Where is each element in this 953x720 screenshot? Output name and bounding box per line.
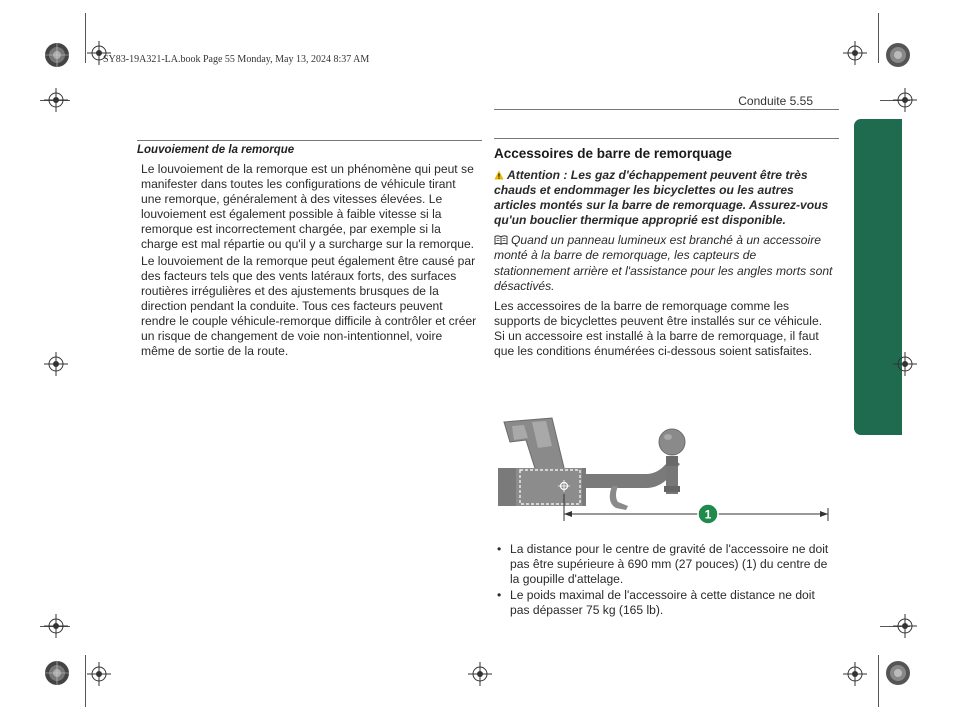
warning-icon [494, 170, 504, 180]
right-column-text [494, 168, 834, 360]
chapter-tab [854, 119, 902, 435]
registration-mark-icon [44, 88, 68, 112]
registration-mark-icon [44, 614, 68, 638]
drawbar [584, 458, 680, 488]
registration-mark-icon [893, 614, 917, 638]
color-target-icon [44, 42, 70, 68]
book-note-icon [494, 235, 508, 245]
registration-mark-icon [843, 41, 867, 65]
bullet-text-2: Le poids maximal de l'accessoire à cette distance ne doit pas dépasser 75 kg (165 lb). [510, 588, 815, 618]
body-paragraph: Les accessoires de la barre de remorquage comme les supports de bicyclettes peuvent être installés sur ce véhicule. Si un accessoire est installé à la barre de remorquage, il faut que les conditions énumérées ci-dessous soient satisfaites. [494, 298, 823, 359]
left-paragraph-2: Le louvoiement de la remorque peut également être causé par des facteurs tels que des vents latéraux forts, des surfaces routières irrégulières et des ajustements brusques de la direction pendant la conduite. Tous ces facteurs peuvent rendre le couple véhicule-remorque difficile à contrôler et créer un risque de changement de voie non-intentionnel, voire même de sortie de la route. [141, 253, 477, 359]
header-rule-right [494, 109, 839, 110]
list-item: • La distance pour le centre de gravité de l'accessoire ne doit pas être supérieure à 690 mm (27 pouces) (1) du centre de la goupille d'attelage. [497, 542, 829, 587]
section-heading: Accessoires de barre de remorquage [494, 146, 732, 161]
registration-mark-icon [893, 88, 917, 112]
left-column-rule [137, 140, 482, 141]
tow-hitch-figure [494, 416, 839, 538]
color-target-icon [885, 660, 911, 686]
color-target-icon [885, 42, 911, 68]
note-block [494, 233, 834, 293]
registration-mark-icon [468, 662, 492, 686]
registration-mark-icon [87, 41, 111, 65]
callout-label: 1 [704, 507, 712, 522]
requirements-list [497, 542, 837, 619]
left-paragraph-1: Le louvoiement de la remorque est un phénomène qui peut se manifester dans toutes les configurations de véhicule tirant une remorque, généralement à des vitesses élevées. Le louvoiement est également possible à faible vitesse si la remorque est incorrectement chargée, par exemple si la charge est mal répartie ou qu'il y a surcharge sur la remorque. [141, 162, 475, 252]
bullet-text-1: La distance pour le centre de gravité de l'accessoire ne doit pas être supérieure à 690 mm (27 pouces) (1) du centre de la goupille d'attelage. [510, 542, 829, 587]
crop-line [878, 13, 879, 63]
left-column-text [141, 162, 479, 360]
registration-mark-icon [893, 352, 917, 376]
hitch-ball [659, 429, 685, 455]
crop-line [85, 13, 86, 63]
list-item: • Le poids maximal de l'accessoire à cette distance ne doit pas dépasser 75 kg (165 lb). [497, 588, 815, 618]
registration-mark-icon [44, 352, 68, 376]
note-text: Quand un panneau lumineux est branché à un accessoire monté à la barre de remorquage, les capteurs de stationnement arrière et l'assistance pour les angles morts sont désactivés. [494, 233, 833, 293]
registration-mark-icon [87, 662, 111, 686]
warning-text: Attention : Les gaz d'échappement peuvent être très chauds et endommager les bicyclettes ou les autres articles montés sur la barre de remorquage. Assurez-vous qu'un bouclier thermique approprié est disponible. [494, 168, 829, 228]
color-target-icon [44, 660, 70, 686]
left-heading: Louvoiement de la remorque [137, 144, 295, 156]
warning-block [494, 168, 834, 228]
registration-mark-icon [843, 662, 867, 686]
right-column-rule [494, 138, 839, 139]
print-header: SY83-19A321-LA.book Page 55 Monday, May 13, 2024 8:37 AM [103, 54, 370, 65]
crop-line [85, 655, 86, 707]
page-number: Conduite 5.55 [738, 94, 813, 108]
crop-line [878, 655, 879, 707]
